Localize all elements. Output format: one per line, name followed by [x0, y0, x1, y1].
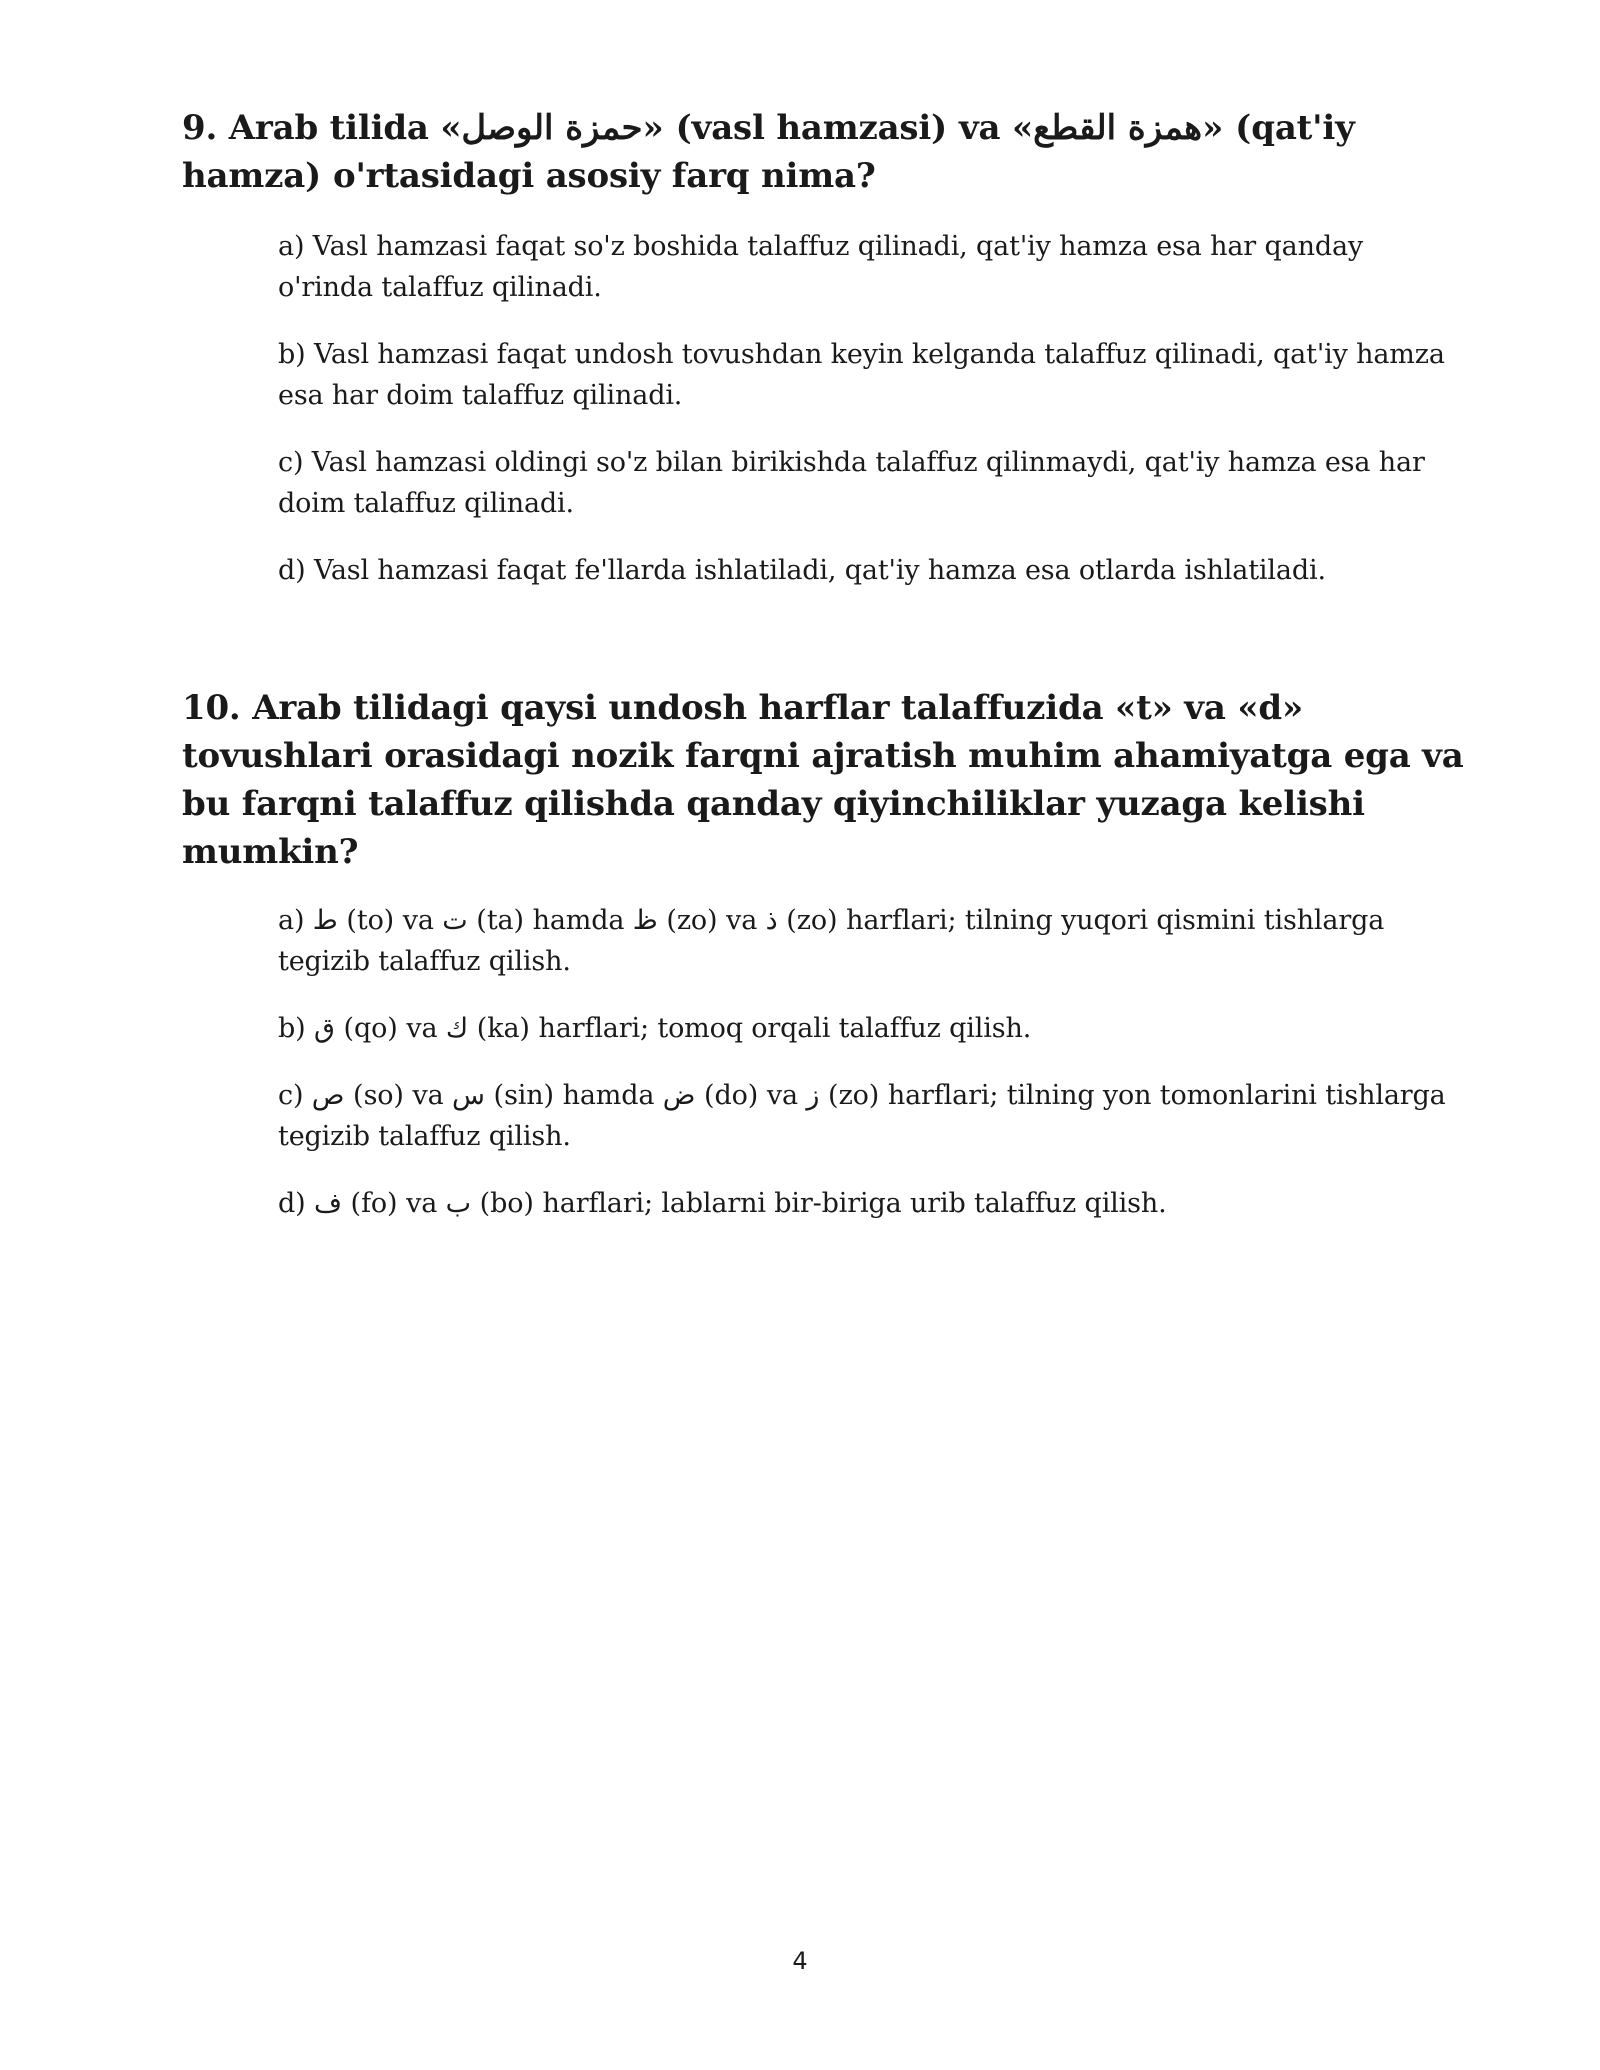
page-number: 4 [792, 1947, 808, 1975]
answer-options [278, 900, 1458, 1224]
question-9 [182, 104, 1472, 617]
answer-option-a: a) Vasl hamzasi faqat so'z boshida talaffuz qilinadi, qat'iy hamza esa har qanday o'rinda talaffuz qilinadi. [278, 231, 1364, 303]
answer-options [278, 226, 1458, 591]
question-title: 9. Arab tilida «حمزة الوصل» (vasl hamzasi) va «همزة القطع» (qat'iy hamza) o'rtasidagi asosiy farq nima? [182, 108, 1355, 196]
answer-option-a: a) ط (to) va ت (ta) hamda ظ (zo) va ذ (zo) harflari; tilning yuqori qismini tishlarga tegizib talaffuz qilish. [278, 905, 1385, 977]
question-title: 10. Arab tilidagi qaysi undosh harflar talaffuzida «t» va «d» tovushlari orasidagi nozik farqni ajratish muhim ahamiyatga ega va bu farqni talaffuz qilishda qanday qiyinchiliklar yuzaga kelishi mumkin? [182, 688, 1464, 872]
answer-option-b: b) ق (qo) va ك (ka) harflari; tomoq orqali talaffuz qilish. [278, 1013, 1032, 1044]
question-10 [182, 684, 1472, 1250]
answer-option-c: c) ص (so) va س (sin) hamda ض (do) va ز (zo) harflari; tilning yon tomonlarini tishlarga tegizib talaffuz qilish. [278, 1080, 1446, 1152]
answer-option-c: c) Vasl hamzasi oldingi so'z bilan birikishda talaffuz qilinmaydi, qat'iy hamza esa har doim talaffuz qilinadi. [278, 447, 1425, 519]
answer-option-d: d) ف (fo) va ب (bo) harflari; lablarni bir-biriga urib talaffuz qilish. [278, 1188, 1167, 1219]
answer-option-d: d) Vasl hamzasi faqat fe'llarda ishlatiladi, qat'iy hamza esa otlarda ishlatiladi. [278, 555, 1326, 586]
answer-option-b: b) Vasl hamzasi faqat undosh tovushdan keyin kelganda talaffuz qilinadi, qat'iy hamza esa har doim talaffuz qilinadi. [278, 339, 1445, 411]
